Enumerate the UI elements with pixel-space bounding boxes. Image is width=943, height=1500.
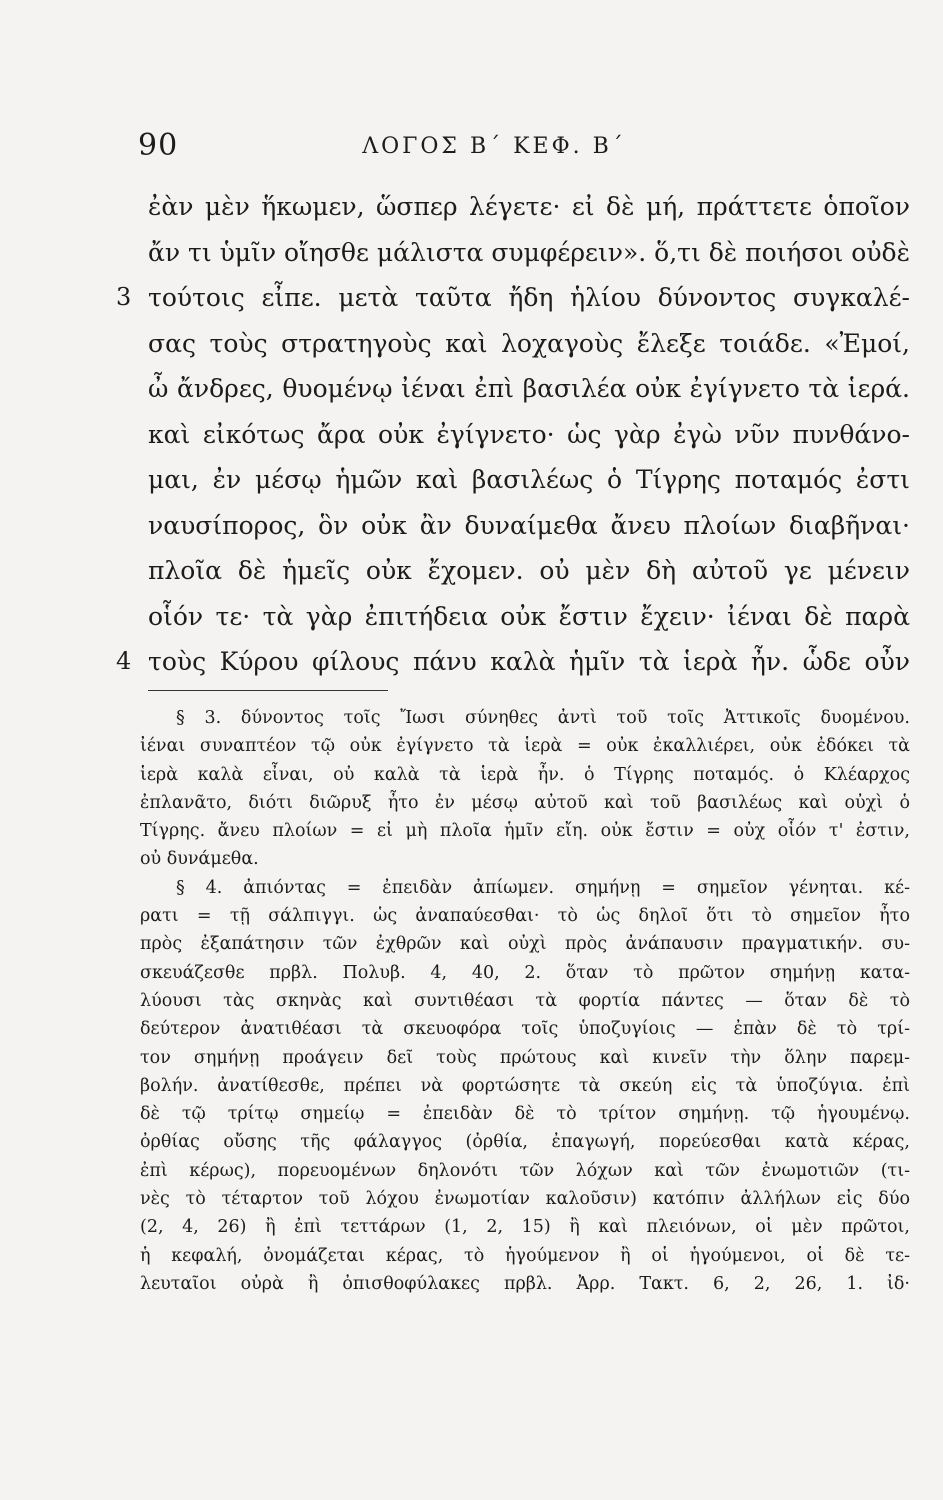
text-line bbox=[148, 321, 910, 367]
section-marker: 3 bbox=[116, 283, 132, 311]
note-line: νὲς τὸ τέταρτον τοῦ λόχου ἐνωμοτίαν καλοῦσιν) κατόπιν ἀλλήλων εἰς δύο bbox=[140, 1189, 910, 1210]
text-line-content: τούτοις εἶπε. μετὰ ταῦτα ἤδη ἡλίου δύνοντος συγκαλέ- bbox=[148, 283, 910, 312]
note-line: ἡ κεφαλή, ὀνομάζεται κέρας, τὸ ἡγούμενον ἢ οἱ ἡγούμενοι, οἱ δὲ τε- bbox=[140, 1245, 910, 1266]
text-line bbox=[148, 457, 910, 503]
main-text bbox=[116, 184, 910, 685]
note-line: λευταῖοι οὐρὰ ἢ ὀπισθοφύλακες πρβλ. Ἀρρ. Τακτ. 6, 2, 26, 1. ἰδ· bbox=[140, 1273, 910, 1294]
note-line: ἱερὰ καλὰ εἶναι, οὐ καλὰ τὰ ἱερὰ ἦν. ὁ Τίγρης ποταμός. ὁ Κλέαρχος bbox=[140, 764, 910, 785]
commentary-notes bbox=[140, 704, 910, 1298]
note-line: σκευάζεσθε πρβλ. Πολυβ. 4, 40, 2. ὅταν τὸ πρῶτον σημήνῃ κατα- bbox=[140, 962, 910, 983]
text-line-content: ἐὰν μὲν ἥκωμεν, ὥσπερ λέγετε· εἰ δὲ μή, πράττετε ὁποῖον bbox=[148, 192, 910, 221]
note-line: πρὸς ἐξαπάτησιν τῶν ἐχθρῶν καὶ οὐχὶ πρὸς ἀνάπαυσιν πραγματικήν. συ- bbox=[140, 934, 910, 955]
note-line: ἐπὶ κέρως), πορευομένων δηλονότι τῶν λόχων καὶ τῶν ἐνωμοτιῶν (τι- bbox=[140, 1160, 910, 1181]
note-line: Τίγρης. ἄνευ πλοίων = εἰ μὴ πλοῖα ἡμῖν εἴη. οὐκ ἔστιν = οὐχ οἷόν τ' ἐστιν, bbox=[140, 821, 910, 842]
page-number: 90 bbox=[138, 128, 179, 163]
text-line bbox=[148, 230, 910, 276]
note-line: ἐπλανᾶτο, διότι διῶρυξ ἦτο ἐν μέσῳ αὐτοῦ καὶ τοῦ βασιλέως καὶ οὐχὶ ὁ bbox=[140, 792, 910, 813]
text-line bbox=[148, 548, 910, 594]
footnote-divider bbox=[148, 690, 388, 691]
note-line: (2, 4, 26) ἢ ἐπὶ τεττάρων (1, 2, 15) ἢ καὶ πλειόνων, οἱ μὲν πρῶτοι, bbox=[140, 1217, 910, 1238]
note-line: τον σημήνῃ προάγειν δεῖ τοὺς πρώτους καὶ κινεῖν τὴν ὅλην παρεμ- bbox=[140, 1047, 910, 1068]
note-line: λύουσι τὰς σκηνὰς καὶ συντιθέασι τὰ φορτία πάντες — ὅταν δὲ τὸ bbox=[140, 990, 910, 1011]
note-line: ὀρθίας οὔσης τῆς φάλαγγος (ὀρθία, ἐπαγωγή, πορεύεσθαι κατὰ κέρας, bbox=[140, 1132, 910, 1153]
text-line bbox=[116, 639, 910, 685]
text-line bbox=[148, 503, 910, 549]
text-line-content: ὦ ἄνδρες, θυομένῳ ἰέναι ἐπὶ βασιλέα οὐκ ἐγίγνετο τὰ ἱερά. bbox=[148, 374, 910, 403]
text-line-content: τοὺς Κύρου φίλους πάνυ καλὰ ἡμῖν τὰ ἱερὰ ἦν. ὧδε οὖν bbox=[148, 647, 910, 676]
text-line bbox=[148, 412, 910, 458]
text-line bbox=[148, 594, 910, 640]
note-line: δὲ τῷ τρίτῳ σημείῳ = ἐπειδὰν δὲ τὸ τρίτον σημήνῃ. τῷ ἡγουμένῳ. bbox=[140, 1104, 910, 1125]
running-head: ΛΟΓΟΣ Β΄ ΚΕΦ. Β΄ bbox=[362, 134, 626, 159]
note-line: βολήν. ἀνατίθεσθε, πρέπει νὰ φορτώσητε τὰ σκεύη εἰς τὰ ὑποζύγια. ἐπὶ bbox=[140, 1075, 910, 1096]
text-line-content: ναυσίπορος, ὃν οὐκ ἂν δυναίμεθα ἄνευ πλοίων διαβῆναι· bbox=[148, 510, 910, 540]
note-line: ρατι = τῇ σάλπιγγι. ὡς ἀναπαύεσθαι· τὸ ὡς δηλοῖ ὅτι τὸ σημεῖον ἦτο bbox=[140, 906, 910, 927]
text-line-content: μαι, ἐν μέσῳ ἡμῶν καὶ βασιλέως ὁ Τίγρης ποταμός ἐστι bbox=[148, 465, 910, 494]
text-line-content: σας τοὺς στρατηγοὺς καὶ λοχαγοὺς ἔλεξε τοιάδε. «Ἐμοί, bbox=[148, 328, 910, 358]
page-header bbox=[138, 128, 910, 168]
note-line: § 3. δύνοντος τοῖς Ἴωσι σύνηθες ἀντὶ τοῦ τοῖς Ἀττικοῖς δυομένου. bbox=[176, 708, 910, 728]
text-line bbox=[148, 366, 910, 412]
text-line-content: οἷόν τε· τὰ γὰρ ἐπιτήδεια οὐκ ἔστιν ἔχειν· ἰέναι δὲ παρὰ bbox=[148, 601, 910, 631]
note-line: δεύτερον ἀνατιθέασι τὰ σκευοφόρα τοῖς ὑποζυγίοις — ἐπὰν δὲ τὸ τρί- bbox=[140, 1019, 910, 1040]
text-line-content: καὶ εἰκότως ἄρα οὐκ ἐγίγνετο· ὡς γὰρ ἐγὼ νῦν πυνθάνο- bbox=[148, 419, 910, 449]
note-line: § 4. ἀπιόντας = ἐπειδὰν ἀπίωμεν. σημήνῃ = σημεῖον γένηται. κέ- bbox=[176, 877, 910, 898]
text-line bbox=[148, 184, 910, 230]
text-line-content: πλοῖα δὲ ἡμεῖς οὐκ ἔχομεν. οὐ μὲν δὴ αὐτοῦ γε μένειν bbox=[148, 556, 910, 585]
text-line bbox=[116, 275, 910, 321]
note-line: οὐ δυνάμεθα. bbox=[140, 849, 259, 870]
text-line-content: ἄν τι ὑμῖν οἴησθε μάλιστα συμφέρειν». ὅ,τι δὲ ποιήσοι οὐδὲ bbox=[148, 237, 910, 267]
note-line: ἰέναι συναπτέον τῷ οὐκ ἐγίγνετο τὰ ἱερὰ = οὐκ ἐκαλλιέρει, οὐκ ἐδόκει τὰ bbox=[140, 736, 910, 757]
section-marker: 4 bbox=[116, 647, 132, 675]
